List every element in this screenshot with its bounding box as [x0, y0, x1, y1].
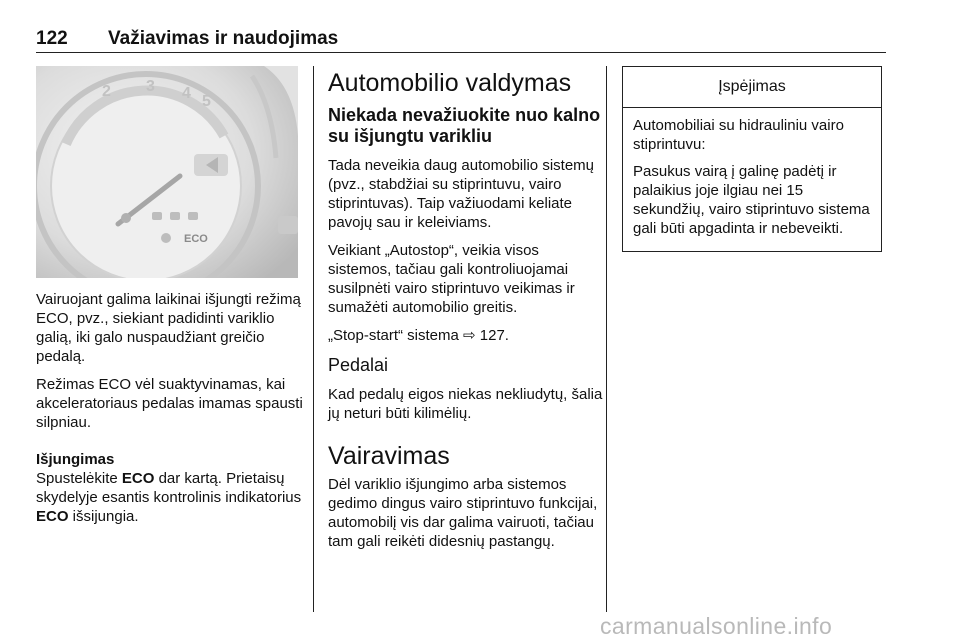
eco-term: ECO	[36, 508, 69, 525]
warning-box	[622, 66, 882, 252]
dashboard-eco-photo	[36, 66, 298, 278]
paragraph: Dėl variklio išjungimo arba sistemos gedimo dingus vairo stiprintuvo funkcijai, automobilį vis dar galima vairuoti, tačiau tam gali reikėti didesnių pastangų.	[328, 476, 598, 550]
paragraph: Tada neveikia daug automobilio sistemų (pvz., stabdžiai su stiprintuvu, vairo stiprintuvas). Taip važiuodami keliate pavojų sau ir keleiviams.	[328, 157, 594, 231]
paragraph: Veikiant „Autostop“, veikia visos sistemos, tačiau gali kontroliuojamai susilpnėti vairo stiprintuvo veikimas ir sumažėti automobilio greitis.	[328, 242, 575, 316]
brake-icon	[161, 233, 171, 243]
battery-icon	[152, 212, 162, 220]
gauge-number: 4	[182, 85, 191, 102]
paragraph: Pasukus vairą į galinę padėtį ir palaikius joje ilgiau nei 15 sekundžių, vairo stiprintuvo sistema gali būti apgadinta ir nebeveikti.	[633, 163, 870, 237]
section-heading: Vairavimas	[328, 442, 450, 470]
engine-icon	[188, 212, 198, 220]
page-number: 122	[36, 28, 68, 49]
gauge-number: 3	[146, 78, 155, 95]
watermark: carmanualsonline.info	[600, 613, 833, 639]
paragraph: „Stop-start“ sistema ⇨ 127.	[328, 327, 509, 344]
section-heading: Automobilio valdymas	[328, 69, 572, 97]
middle-column	[328, 68, 603, 560]
warning-title: Įspėjimas	[623, 67, 881, 108]
left-column	[36, 290, 304, 535]
paragraph: Automobiliai su hidrauliniu vairo stiprintuvu:	[633, 117, 844, 153]
section-heading: Pedalai	[328, 355, 389, 375]
sub-heading: Išjungimas	[36, 451, 115, 468]
column-divider-left	[313, 66, 314, 612]
page-header	[36, 24, 886, 53]
gauge-number: 5	[202, 93, 211, 110]
paragraph: Kad pedalų eigos niekas nekliudytų, šalia jų neturi būti kilimėlių.	[328, 386, 603, 422]
paragraph: Režimas ECO vėl suaktyvinamas, kai akceleratoriaus pedalas imamas spausti silpniau.	[36, 376, 303, 431]
paragraph: Spustelėkite ECO dar kartą. Prietaisų skydelyje esantis kontrolinis indikatorius ECO išsijungia.	[36, 470, 302, 525]
column-divider-right	[606, 66, 607, 612]
page-reference-icon[interactable]: ⇨	[463, 327, 476, 344]
page-title: Važiavimas ir naudojimas	[108, 28, 339, 49]
gauge-number: 2	[102, 83, 111, 100]
eco-label: ECO	[184, 233, 208, 245]
paragraph: Vairuojant galima laikinai išjungti režimą ECO, pvz., siekiant padidinti variklio galią, iki galo nuspaudžiant greičio pedalą.	[36, 291, 301, 365]
oil-icon	[170, 212, 180, 220]
warning-body	[623, 108, 881, 238]
eco-term: ECO	[121, 470, 155, 487]
section-subheading: Niekada nevažiuokite nuo kalno su išjungtu varikliu	[328, 105, 601, 146]
